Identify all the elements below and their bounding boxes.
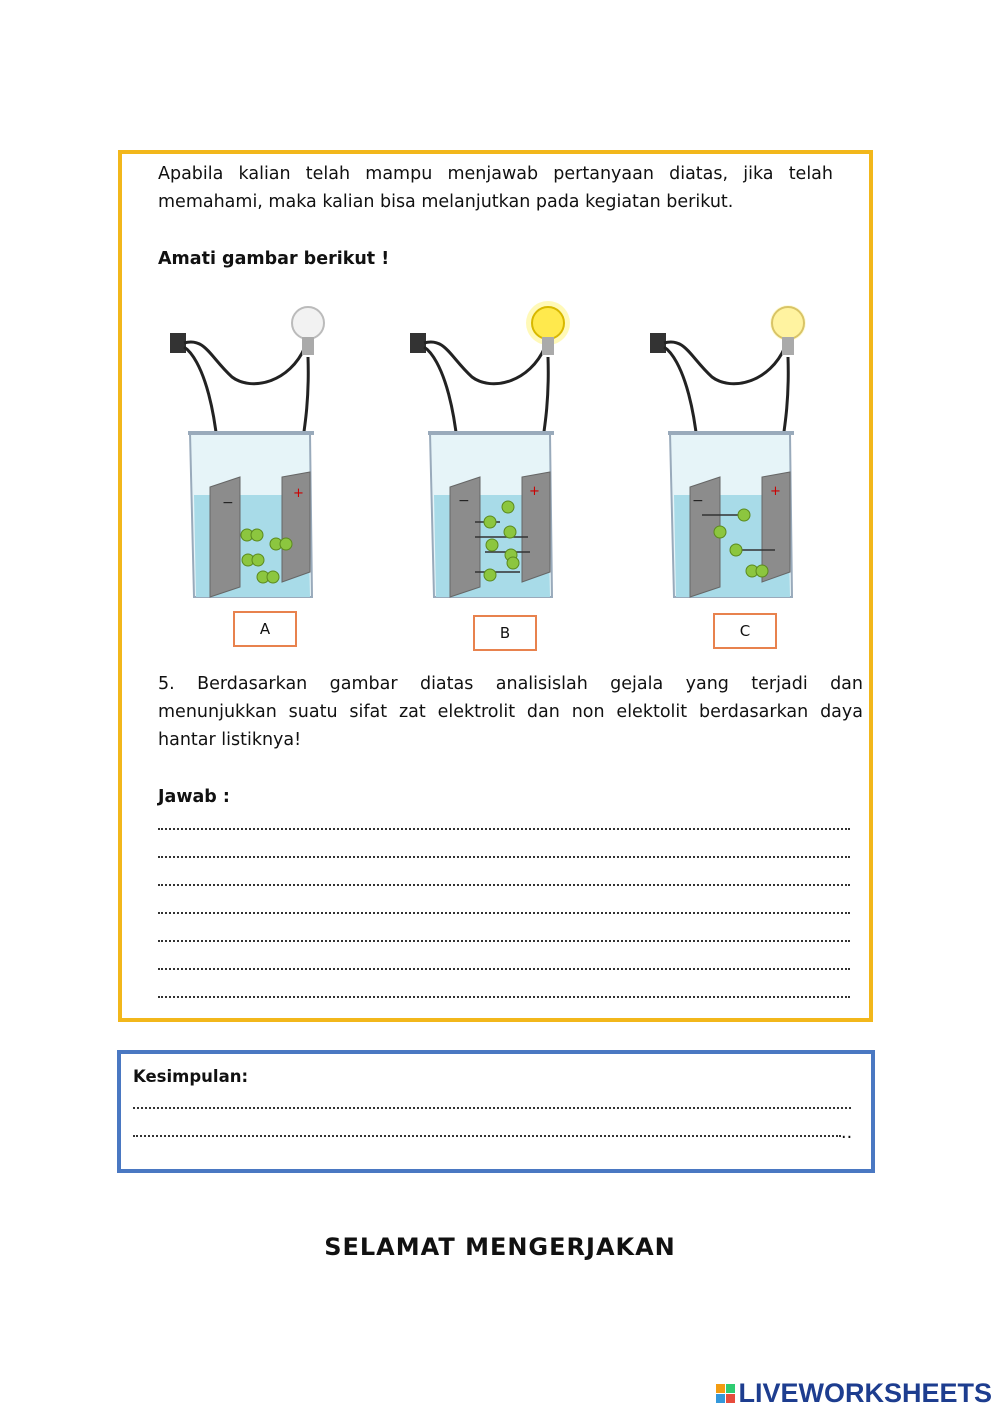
figure-a-illustration [160, 297, 340, 607]
figure-b-neg-sign: − [458, 493, 470, 509]
figure-b-pos-sign: + [529, 484, 540, 499]
plug-icon [650, 333, 666, 353]
intro-line-2: memahami, maka kalian bisa melanjutkan pada kegiatan berikut. [158, 192, 734, 212]
question-line-2: menunjukkan suatu sifat zat elektrolit dan non elektolit berdasarkan daya [158, 702, 863, 722]
bulb-icon [292, 307, 324, 339]
question-line-3: hantar listiknya! [158, 730, 302, 750]
conclusion-end-mark: .. [841, 1123, 853, 1143]
plug-icon [170, 333, 186, 353]
answer-label: Jawab : [158, 787, 230, 807]
figure-c-neg-sign: − [692, 493, 704, 509]
observe-heading: Amati gambar berikut ! [158, 249, 390, 269]
answer-line[interactable] [158, 994, 850, 998]
figure-b-illustration [400, 297, 580, 607]
bulb-dim-icon [772, 307, 804, 339]
footer-title: SELAMAT MENGERJAKAN [324, 1233, 676, 1261]
answer-line[interactable] [158, 882, 850, 886]
intro-line-1: Apabila kalian telah mampu menjawab pertanyaan diatas, jika telah [158, 164, 833, 184]
answer-line[interactable] [158, 966, 850, 970]
figure-a-label: A [233, 611, 297, 647]
figure-a-pos-sign: + [293, 486, 304, 501]
answer-line[interactable] [158, 854, 850, 858]
conclusion-label: Kesimpulan: [133, 1067, 249, 1086]
figure-c-label: C [713, 613, 777, 649]
figure-a-neg-sign: − [222, 495, 234, 511]
brand-watermark [716, 1378, 992, 1409]
bulb-lit-icon [532, 307, 564, 339]
conclusion-line[interactable] [133, 1133, 841, 1137]
figure-b-label: B [473, 615, 537, 651]
plug-icon [410, 333, 426, 353]
figure-c-illustration [640, 297, 820, 607]
brand-logo-icon [716, 1384, 735, 1403]
brand-name: LIVEWORKSHEETS [738, 1378, 992, 1408]
answer-line[interactable] [158, 910, 850, 914]
answer-line[interactable] [158, 938, 850, 942]
figure-c-pos-sign: + [770, 484, 781, 499]
conclusion-line[interactable] [133, 1105, 851, 1109]
answer-line[interactable] [158, 826, 850, 830]
question-line-1: 5. Berdasarkan gambar diatas analisislah gejala yang terjadi dan [158, 674, 863, 694]
